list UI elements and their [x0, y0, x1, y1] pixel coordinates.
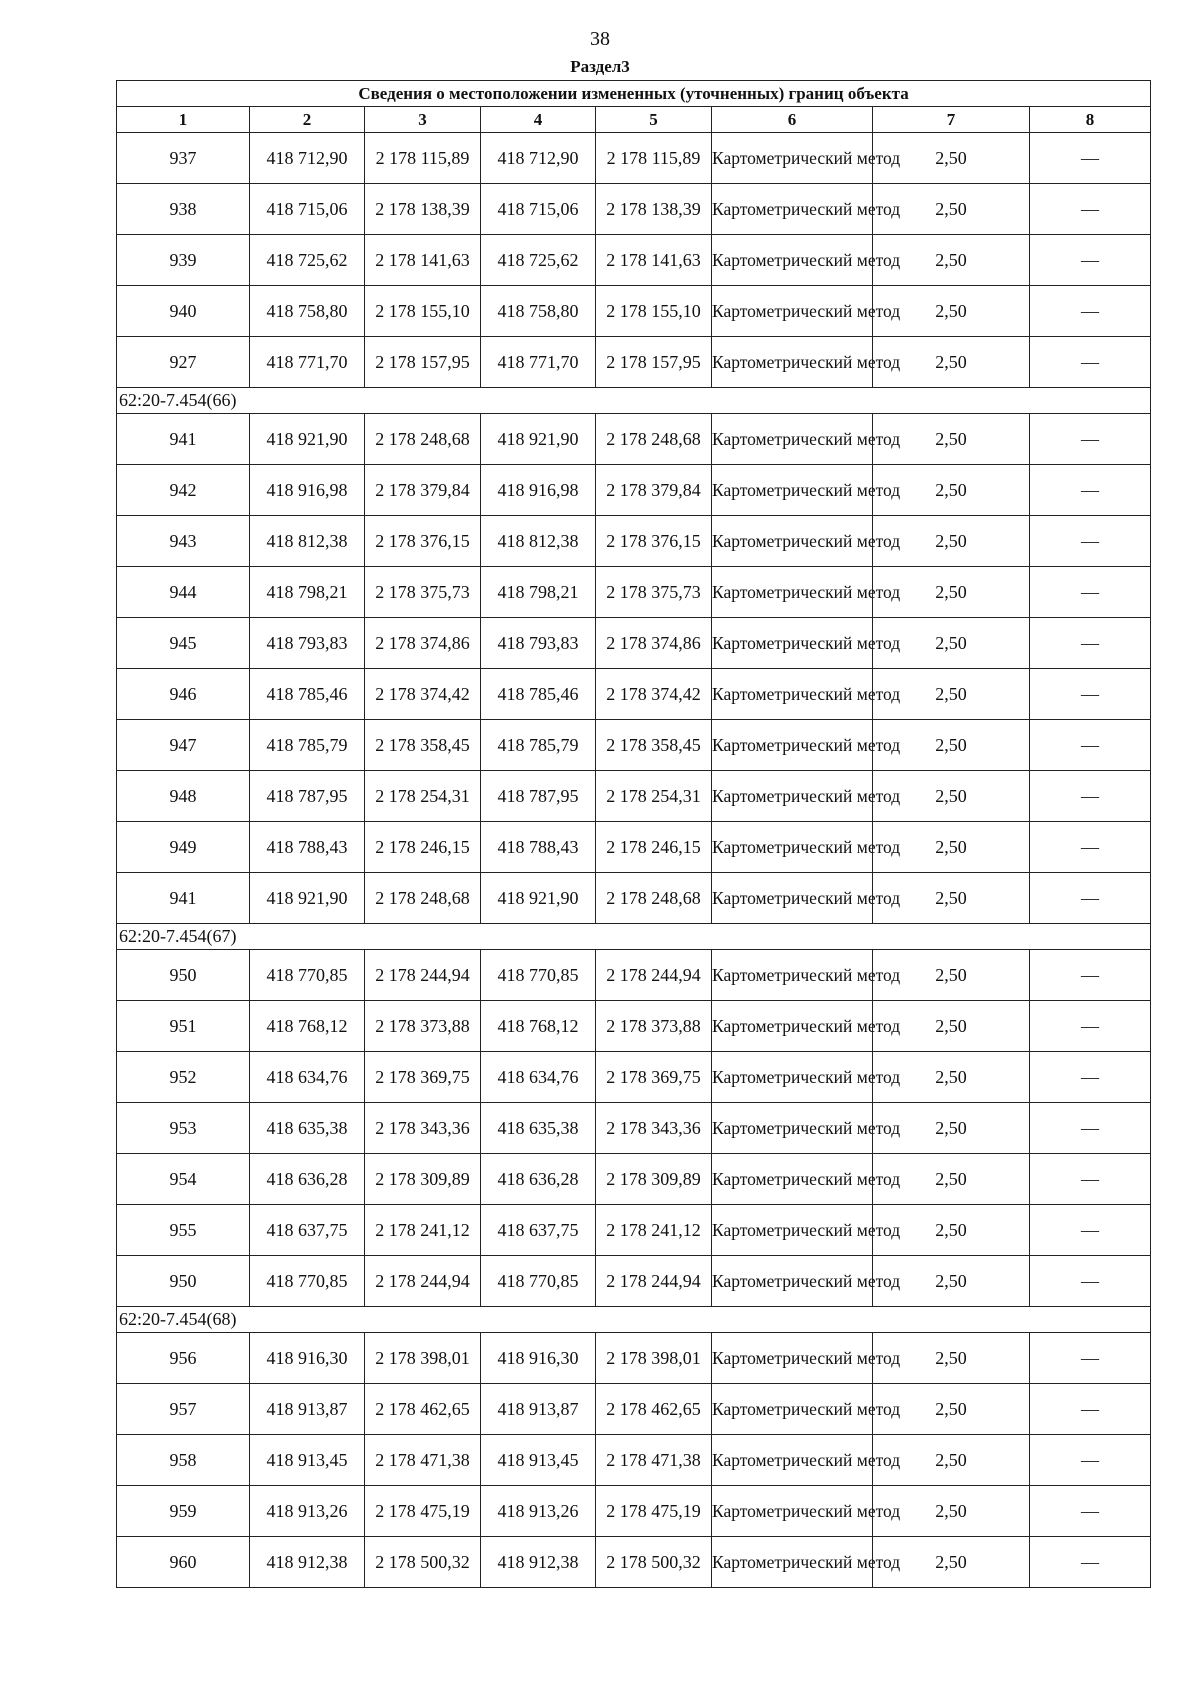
description-cell: — — [1030, 516, 1151, 567]
point-id-cell: 941 — [117, 873, 250, 924]
y-existing-cell: 2 178 374,42 — [365, 669, 481, 720]
y-existing-cell: 2 178 471,38 — [365, 1435, 481, 1486]
method-cell: Картометрический метод — [712, 1435, 873, 1486]
x-existing-cell: 418 634,76 — [250, 1052, 365, 1103]
description-cell: — — [1030, 1256, 1151, 1307]
point-id-cell: 938 — [117, 184, 250, 235]
x-new-cell: 418 788,43 — [481, 822, 596, 873]
description-cell: — — [1030, 669, 1151, 720]
y-new-cell: 2 178 248,68 — [596, 414, 712, 465]
x-existing-cell: 418 913,87 — [250, 1384, 365, 1435]
y-new-cell: 2 178 376,15 — [596, 516, 712, 567]
y-new-cell: 2 178 244,94 — [596, 1256, 712, 1307]
accuracy-cell: 2,50 — [873, 235, 1030, 286]
x-new-cell: 418 636,28 — [481, 1154, 596, 1205]
accuracy-cell: 2,50 — [873, 1052, 1030, 1103]
description-cell: — — [1030, 1154, 1151, 1205]
x-existing-cell: 418 812,38 — [250, 516, 365, 567]
accuracy-cell: 2,50 — [873, 567, 1030, 618]
group-label: 62:20-7.454(68) — [117, 1307, 1151, 1333]
y-existing-cell: 2 178 141,63 — [365, 235, 481, 286]
table-caption-row — [117, 81, 1151, 107]
description-cell: — — [1030, 618, 1151, 669]
table-row — [117, 184, 1151, 235]
table-row — [117, 1001, 1151, 1052]
y-existing-cell: 2 178 244,94 — [365, 950, 481, 1001]
point-id-cell: 958 — [117, 1435, 250, 1486]
method-cell: Картометрический метод — [712, 1486, 873, 1537]
x-new-cell: 418 913,87 — [481, 1384, 596, 1435]
y-new-cell: 2 178 309,89 — [596, 1154, 712, 1205]
x-existing-cell: 418 913,45 — [250, 1435, 365, 1486]
x-new-cell: 418 798,21 — [481, 567, 596, 618]
method-cell: Картометрический метод — [712, 950, 873, 1001]
table-body — [117, 81, 1151, 1588]
x-new-cell: 418 712,90 — [481, 133, 596, 184]
table-row — [117, 414, 1151, 465]
y-existing-cell: 2 178 375,73 — [365, 567, 481, 618]
description-cell: — — [1030, 720, 1151, 771]
group-header-row — [117, 924, 1151, 950]
y-new-cell: 2 178 398,01 — [596, 1333, 712, 1384]
x-new-cell: 418 787,95 — [481, 771, 596, 822]
y-existing-cell: 2 178 379,84 — [365, 465, 481, 516]
description-cell: — — [1030, 1103, 1151, 1154]
y-existing-cell: 2 178 500,32 — [365, 1537, 481, 1588]
y-new-cell: 2 178 244,94 — [596, 950, 712, 1001]
y-existing-cell: 2 178 244,94 — [365, 1256, 481, 1307]
description-cell: — — [1030, 184, 1151, 235]
boundary-table — [116, 80, 1151, 1588]
accuracy-cell: 2,50 — [873, 337, 1030, 388]
y-new-cell: 2 178 155,10 — [596, 286, 712, 337]
x-new-cell: 418 635,38 — [481, 1103, 596, 1154]
table-row — [117, 286, 1151, 337]
x-existing-cell: 418 913,26 — [250, 1486, 365, 1537]
table-row — [117, 1052, 1151, 1103]
point-id-cell: 954 — [117, 1154, 250, 1205]
point-id-cell: 939 — [117, 235, 250, 286]
column-number: 4 — [481, 107, 596, 133]
x-existing-cell: 418 788,43 — [250, 822, 365, 873]
method-cell: Картометрический метод — [712, 1537, 873, 1588]
description-cell: — — [1030, 235, 1151, 286]
method-cell: Картометрический метод — [712, 618, 873, 669]
description-cell: — — [1030, 1001, 1151, 1052]
description-cell: — — [1030, 1537, 1151, 1588]
table-row — [117, 950, 1151, 1001]
description-cell: — — [1030, 337, 1151, 388]
method-cell: Картометрический метод — [712, 822, 873, 873]
point-id-cell: 957 — [117, 1384, 250, 1435]
table-row — [117, 465, 1151, 516]
accuracy-cell: 2,50 — [873, 720, 1030, 771]
x-new-cell: 418 812,38 — [481, 516, 596, 567]
y-new-cell: 2 178 141,63 — [596, 235, 712, 286]
method-cell: Картометрический метод — [712, 669, 873, 720]
accuracy-cell: 2,50 — [873, 516, 1030, 567]
description-cell: — — [1030, 873, 1151, 924]
table-row — [117, 618, 1151, 669]
accuracy-cell: 2,50 — [873, 1384, 1030, 1435]
table-row — [117, 873, 1151, 924]
table-row — [117, 1333, 1151, 1384]
column-number: 3 — [365, 107, 481, 133]
x-existing-cell: 418 758,80 — [250, 286, 365, 337]
y-existing-cell: 2 178 373,88 — [365, 1001, 481, 1052]
y-new-cell: 2 178 157,95 — [596, 337, 712, 388]
group-label: 62:20-7.454(67) — [117, 924, 1151, 950]
point-id-cell: 943 — [117, 516, 250, 567]
accuracy-cell: 2,50 — [873, 133, 1030, 184]
y-existing-cell: 2 178 138,39 — [365, 184, 481, 235]
point-id-cell: 953 — [117, 1103, 250, 1154]
accuracy-cell: 2,50 — [873, 1537, 1030, 1588]
description-cell: — — [1030, 286, 1151, 337]
point-id-cell: 940 — [117, 286, 250, 337]
x-new-cell: 418 715,06 — [481, 184, 596, 235]
x-existing-cell: 418 770,85 — [250, 1256, 365, 1307]
method-cell: Картометрический метод — [712, 1384, 873, 1435]
x-new-cell: 418 916,98 — [481, 465, 596, 516]
column-number: 2 — [250, 107, 365, 133]
x-existing-cell: 418 793,83 — [250, 618, 365, 669]
table-row — [117, 771, 1151, 822]
table-row — [117, 516, 1151, 567]
description-cell: — — [1030, 1486, 1151, 1537]
accuracy-cell: 2,50 — [873, 1103, 1030, 1154]
description-cell: — — [1030, 822, 1151, 873]
x-new-cell: 418 913,26 — [481, 1486, 596, 1537]
y-new-cell: 2 178 500,32 — [596, 1537, 712, 1588]
description-cell: — — [1030, 133, 1151, 184]
point-id-cell: 945 — [117, 618, 250, 669]
y-new-cell: 2 178 358,45 — [596, 720, 712, 771]
point-id-cell: 937 — [117, 133, 250, 184]
table-row — [117, 1205, 1151, 1256]
y-existing-cell: 2 178 248,68 — [365, 414, 481, 465]
y-new-cell: 2 178 246,15 — [596, 822, 712, 873]
description-cell: — — [1030, 1384, 1151, 1435]
method-cell: Картометрический метод — [712, 184, 873, 235]
x-new-cell: 418 913,45 — [481, 1435, 596, 1486]
x-existing-cell: 418 770,85 — [250, 950, 365, 1001]
table-row — [117, 669, 1151, 720]
method-cell: Картометрический метод — [712, 465, 873, 516]
point-id-cell: 946 — [117, 669, 250, 720]
y-existing-cell: 2 178 241,12 — [365, 1205, 481, 1256]
description-cell: — — [1030, 567, 1151, 618]
table-row — [117, 567, 1151, 618]
x-new-cell: 418 916,30 — [481, 1333, 596, 1384]
point-id-cell: 949 — [117, 822, 250, 873]
column-number: 6 — [712, 107, 873, 133]
method-cell: Картометрический метод — [712, 771, 873, 822]
x-existing-cell: 418 768,12 — [250, 1001, 365, 1052]
point-id-cell: 927 — [117, 337, 250, 388]
page-number: 38 — [590, 28, 610, 50]
method-cell: Картометрический метод — [712, 720, 873, 771]
table-row — [117, 1486, 1151, 1537]
accuracy-cell: 2,50 — [873, 1435, 1030, 1486]
accuracy-cell: 2,50 — [873, 1205, 1030, 1256]
table-row — [117, 822, 1151, 873]
description-cell: — — [1030, 771, 1151, 822]
method-cell: Картометрический метод — [712, 1052, 873, 1103]
description-cell: — — [1030, 1052, 1151, 1103]
method-cell: Картометрический метод — [712, 133, 873, 184]
description-cell: — — [1030, 414, 1151, 465]
method-cell: Картометрический метод — [712, 1256, 873, 1307]
x-existing-cell: 418 785,79 — [250, 720, 365, 771]
x-existing-cell: 418 921,90 — [250, 414, 365, 465]
table-row — [117, 1256, 1151, 1307]
accuracy-cell: 2,50 — [873, 1001, 1030, 1052]
y-new-cell: 2 178 471,38 — [596, 1435, 712, 1486]
accuracy-cell: 2,50 — [873, 1256, 1030, 1307]
point-id-cell: 950 — [117, 950, 250, 1001]
y-existing-cell: 2 178 369,75 — [365, 1052, 481, 1103]
method-cell: Картометрический метод — [712, 286, 873, 337]
y-new-cell: 2 178 369,75 — [596, 1052, 712, 1103]
method-cell: Картометрический метод — [712, 567, 873, 618]
method-cell: Картометрический метод — [712, 873, 873, 924]
description-cell: — — [1030, 950, 1151, 1001]
x-existing-cell: 418 771,70 — [250, 337, 365, 388]
x-existing-cell: 418 785,46 — [250, 669, 365, 720]
column-number: 7 — [873, 107, 1030, 133]
table-row — [117, 720, 1151, 771]
table-row — [117, 1154, 1151, 1205]
y-new-cell: 2 178 248,68 — [596, 873, 712, 924]
y-existing-cell: 2 178 374,86 — [365, 618, 481, 669]
y-existing-cell: 2 178 115,89 — [365, 133, 481, 184]
point-id-cell: 956 — [117, 1333, 250, 1384]
point-id-cell: 947 — [117, 720, 250, 771]
y-existing-cell: 2 178 246,15 — [365, 822, 481, 873]
x-existing-cell: 418 787,95 — [250, 771, 365, 822]
group-header-row — [117, 1307, 1151, 1333]
x-new-cell: 418 768,12 — [481, 1001, 596, 1052]
y-new-cell: 2 178 373,88 — [596, 1001, 712, 1052]
x-existing-cell: 418 725,62 — [250, 235, 365, 286]
x-new-cell: 418 758,80 — [481, 286, 596, 337]
x-existing-cell: 418 798,21 — [250, 567, 365, 618]
accuracy-cell: 2,50 — [873, 950, 1030, 1001]
y-new-cell: 2 178 115,89 — [596, 133, 712, 184]
y-existing-cell: 2 178 309,89 — [365, 1154, 481, 1205]
method-cell: Картометрический метод — [712, 1333, 873, 1384]
y-existing-cell: 2 178 462,65 — [365, 1384, 481, 1435]
column-number: 8 — [1030, 107, 1151, 133]
point-id-cell: 948 — [117, 771, 250, 822]
y-existing-cell: 2 178 343,36 — [365, 1103, 481, 1154]
method-cell: Картометрический метод — [712, 516, 873, 567]
y-existing-cell: 2 178 398,01 — [365, 1333, 481, 1384]
method-cell: Картометрический метод — [712, 1103, 873, 1154]
x-new-cell: 418 637,75 — [481, 1205, 596, 1256]
accuracy-cell: 2,50 — [873, 465, 1030, 516]
y-existing-cell: 2 178 157,95 — [365, 337, 481, 388]
column-number-row — [117, 107, 1151, 133]
table-caption: Сведения о местоположении измененных (уточненных) границ объекта — [117, 81, 1151, 107]
accuracy-cell: 2,50 — [873, 286, 1030, 337]
y-existing-cell: 2 178 475,19 — [365, 1486, 481, 1537]
table-row — [117, 1435, 1151, 1486]
point-id-cell: 960 — [117, 1537, 250, 1588]
y-existing-cell: 2 178 155,10 — [365, 286, 481, 337]
x-existing-cell: 418 712,90 — [250, 133, 365, 184]
method-cell: Картометрический метод — [712, 235, 873, 286]
table-row — [117, 337, 1151, 388]
point-id-cell: 952 — [117, 1052, 250, 1103]
accuracy-cell: 2,50 — [873, 822, 1030, 873]
y-existing-cell: 2 178 358,45 — [365, 720, 481, 771]
x-existing-cell: 418 916,30 — [250, 1333, 365, 1384]
method-cell: Картометрический метод — [712, 414, 873, 465]
column-number: 5 — [596, 107, 712, 133]
x-existing-cell: 418 637,75 — [250, 1205, 365, 1256]
x-existing-cell: 418 916,98 — [250, 465, 365, 516]
table-row — [117, 1384, 1151, 1435]
y-new-cell: 2 178 254,31 — [596, 771, 712, 822]
accuracy-cell: 2,50 — [873, 771, 1030, 822]
accuracy-cell: 2,50 — [873, 669, 1030, 720]
column-number: 1 — [117, 107, 250, 133]
y-new-cell: 2 178 241,12 — [596, 1205, 712, 1256]
table-row — [117, 133, 1151, 184]
y-new-cell: 2 178 374,86 — [596, 618, 712, 669]
point-id-cell: 959 — [117, 1486, 250, 1537]
y-new-cell: 2 178 374,42 — [596, 669, 712, 720]
accuracy-cell: 2,50 — [873, 873, 1030, 924]
y-new-cell: 2 178 343,36 — [596, 1103, 712, 1154]
x-existing-cell: 418 921,90 — [250, 873, 365, 924]
point-id-cell: 944 — [117, 567, 250, 618]
group-header-row — [117, 388, 1151, 414]
point-id-cell: 942 — [117, 465, 250, 516]
x-existing-cell: 418 715,06 — [250, 184, 365, 235]
x-new-cell: 418 634,76 — [481, 1052, 596, 1103]
y-existing-cell: 2 178 254,31 — [365, 771, 481, 822]
table-row — [117, 1537, 1151, 1588]
x-new-cell: 418 793,83 — [481, 618, 596, 669]
x-new-cell: 418 770,85 — [481, 950, 596, 1001]
y-existing-cell: 2 178 376,15 — [365, 516, 481, 567]
accuracy-cell: 2,50 — [873, 618, 1030, 669]
x-new-cell: 418 785,79 — [481, 720, 596, 771]
point-id-cell: 941 — [117, 414, 250, 465]
description-cell: — — [1030, 465, 1151, 516]
x-existing-cell: 418 912,38 — [250, 1537, 365, 1588]
table-row — [117, 235, 1151, 286]
x-new-cell: 418 725,62 — [481, 235, 596, 286]
y-new-cell: 2 178 379,84 — [596, 465, 712, 516]
x-new-cell: 418 912,38 — [481, 1537, 596, 1588]
point-id-cell: 955 — [117, 1205, 250, 1256]
y-new-cell: 2 178 375,73 — [596, 567, 712, 618]
x-new-cell: 418 770,85 — [481, 1256, 596, 1307]
x-new-cell: 418 921,90 — [481, 414, 596, 465]
y-existing-cell: 2 178 248,68 — [365, 873, 481, 924]
y-new-cell: 2 178 138,39 — [596, 184, 712, 235]
table-row — [117, 1103, 1151, 1154]
section-title: Раздел3 — [570, 57, 630, 76]
description-cell: — — [1030, 1435, 1151, 1486]
y-new-cell: 2 178 462,65 — [596, 1384, 712, 1435]
accuracy-cell: 2,50 — [873, 414, 1030, 465]
x-new-cell: 418 785,46 — [481, 669, 596, 720]
x-new-cell: 418 921,90 — [481, 873, 596, 924]
group-label: 62:20-7.454(66) — [117, 388, 1151, 414]
method-cell: Картометрический метод — [712, 1205, 873, 1256]
method-cell: Картометрический метод — [712, 1154, 873, 1205]
accuracy-cell: 2,50 — [873, 1333, 1030, 1384]
accuracy-cell: 2,50 — [873, 1486, 1030, 1537]
x-new-cell: 418 771,70 — [481, 337, 596, 388]
x-existing-cell: 418 636,28 — [250, 1154, 365, 1205]
method-cell: Картометрический метод — [712, 337, 873, 388]
y-new-cell: 2 178 475,19 — [596, 1486, 712, 1537]
point-id-cell: 951 — [117, 1001, 250, 1052]
point-id-cell: 950 — [117, 1256, 250, 1307]
description-cell: — — [1030, 1205, 1151, 1256]
x-existing-cell: 418 635,38 — [250, 1103, 365, 1154]
accuracy-cell: 2,50 — [873, 1154, 1030, 1205]
description-cell: — — [1030, 1333, 1151, 1384]
method-cell: Картометрический метод — [712, 1001, 873, 1052]
accuracy-cell: 2,50 — [873, 184, 1030, 235]
